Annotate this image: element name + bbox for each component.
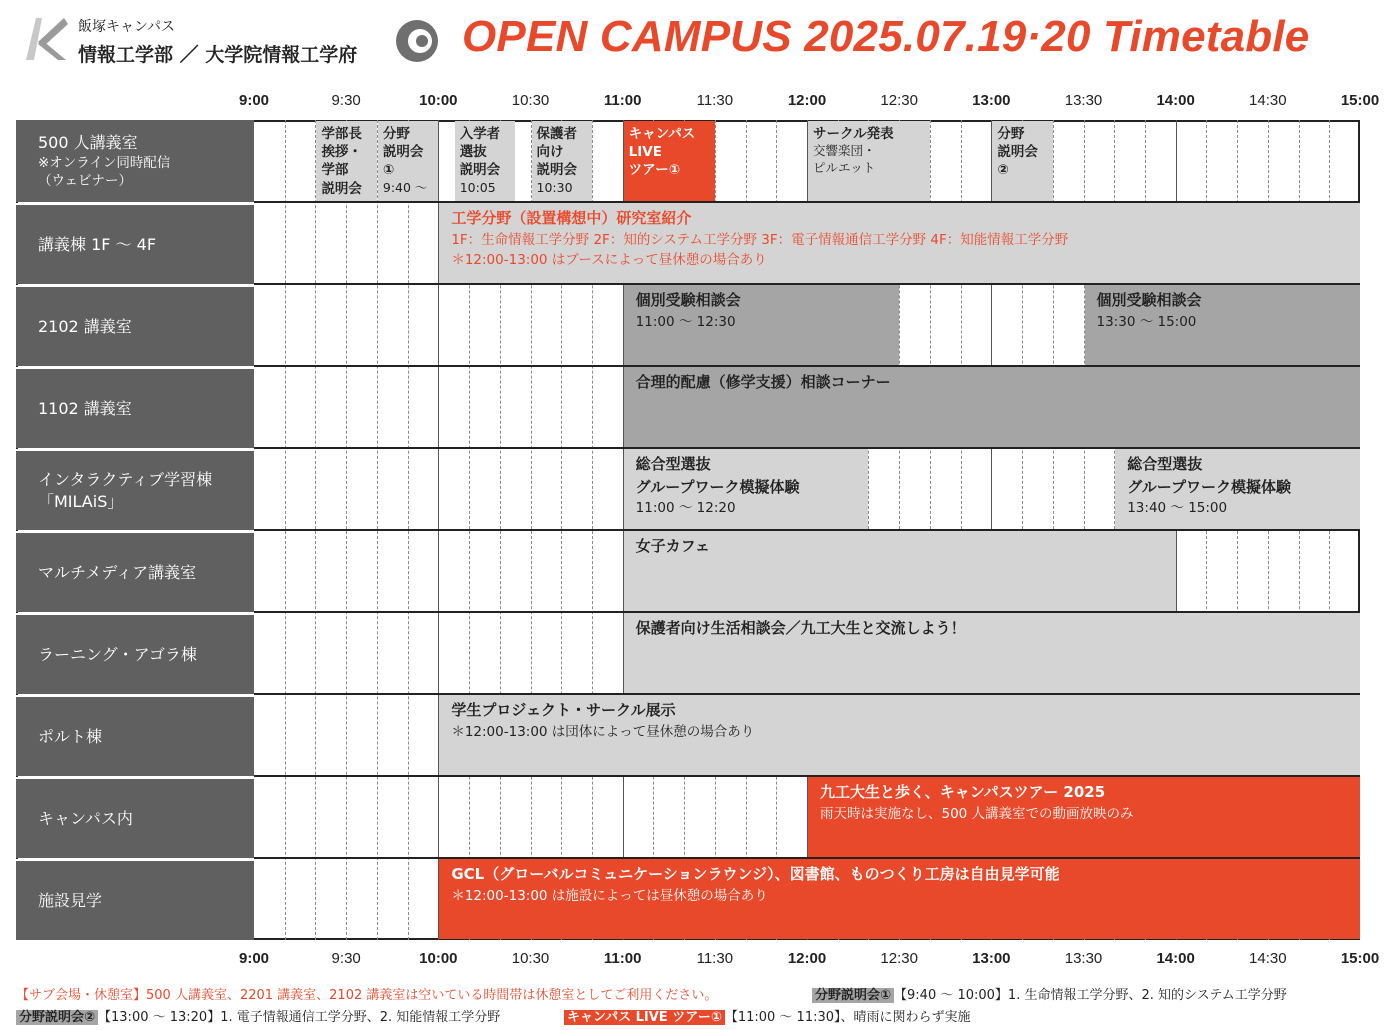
time-tick-label: 11:30 bbox=[696, 92, 734, 109]
event-block bbox=[1085, 285, 1361, 365]
time-tick-label: 14:00 bbox=[1156, 950, 1195, 967]
event-block bbox=[455, 121, 515, 201]
event-block bbox=[624, 449, 869, 529]
page-title: OPEN CAMPUS 2025.07.19·20 Timetable bbox=[462, 12, 1310, 61]
event-title: 総合型選抜 グループワーク模擬体験 bbox=[635, 455, 800, 496]
event-block bbox=[624, 531, 1176, 611]
time-tick-label: 12:30 bbox=[880, 950, 918, 967]
time-tick-label: 11:30 bbox=[696, 950, 734, 967]
venue-name: マルチメディア講義室 bbox=[38, 562, 197, 582]
venue-name: ポルト棟 bbox=[38, 726, 103, 746]
time-tick-label: 12:00 bbox=[787, 950, 827, 967]
event-title: 学部長 挨拶・ 学部 説明会 bbox=[321, 126, 362, 197]
time-tick-label: 13:30 bbox=[1064, 92, 1103, 109]
event-detail: 11:00 〜 12:30 bbox=[635, 313, 736, 330]
event-detail: 13:30 〜 15:00 bbox=[1096, 313, 1197, 330]
event-title: 女子カフェ bbox=[635, 537, 710, 555]
venue-label bbox=[16, 613, 254, 694]
event-title: キャンパス LIVE ツアー① bbox=[628, 126, 696, 179]
venue-note: ※オンライン同時配信 （ウェビナー） bbox=[38, 154, 171, 189]
event-title: サークル発表 bbox=[813, 126, 894, 142]
event-title: 工学分野（設置構想中）研究室紹介 bbox=[451, 209, 692, 227]
venue-label bbox=[16, 285, 254, 366]
event-title: 分野 説明会 ② bbox=[997, 126, 1038, 179]
venue-label bbox=[16, 531, 254, 612]
time-tick-label: 9:00 bbox=[238, 950, 270, 967]
venue-label bbox=[16, 449, 254, 530]
time-tick-label: 14:30 bbox=[1249, 950, 1287, 967]
event-block bbox=[316, 121, 376, 201]
event-title: 総合型選抜 グループワーク模擬体験 bbox=[1127, 455, 1292, 496]
venue-label bbox=[16, 367, 254, 448]
event-title: 分野 説明会 ① bbox=[382, 126, 424, 179]
faculty-name: 情報工学部 ／ 大学院情報工学府 bbox=[78, 44, 358, 66]
field-session-2-detail: 【13:00 〜 13:20】1. 電子情報通信工学分野、2. 知能情報工学分野 bbox=[98, 1010, 501, 1025]
time-tick-label: 9:00 bbox=[238, 92, 270, 109]
event-detail: 13:40 〜 15:00 bbox=[1127, 500, 1228, 516]
event-detail: 10:05 bbox=[459, 179, 496, 195]
venue-name: 1102 講義室 bbox=[38, 398, 132, 418]
venue-label bbox=[16, 695, 254, 776]
event-detail: 雨天時は実施なし、500 人講義室での動画放映のみ bbox=[820, 805, 1134, 822]
venue-name: ラーニング・アゴラ棟 bbox=[38, 644, 197, 664]
event-title: GCL（グローバルコミュニケーションラウンジ）、図書館、ものつくり工房は自由見学可能 bbox=[451, 865, 1060, 883]
event-detail: 交響楽団・ ピルエット bbox=[813, 143, 876, 176]
event-block bbox=[439, 695, 1360, 775]
event-detail: 9:40 〜 bbox=[382, 179, 428, 195]
event-block bbox=[439, 203, 1360, 283]
event-block bbox=[624, 285, 900, 365]
event-title: 入学者 選抜 説明会 bbox=[459, 126, 501, 179]
event-block bbox=[378, 121, 438, 201]
venue-name: インタラクティブ学習棟 「MILAiS」 bbox=[38, 469, 213, 511]
time-tick-label: 11:00 bbox=[603, 92, 642, 109]
venue-label bbox=[16, 203, 254, 284]
event-title: 個別受験相談会 bbox=[1096, 291, 1202, 309]
venue-name: 講義棟 1F 〜 4F bbox=[38, 234, 157, 254]
venue-name: 2102 講義室 bbox=[38, 316, 132, 336]
live-tour-detail: 【11:00 〜 11:30】、晴雨に関わらず実施 bbox=[724, 1010, 971, 1025]
field-session-2-note bbox=[16, 1006, 500, 1025]
time-tick-label: 14:30 bbox=[1249, 92, 1287, 109]
event-block bbox=[992, 121, 1052, 201]
event-block bbox=[1115, 449, 1360, 529]
field-session-1-note bbox=[812, 984, 1287, 1003]
venue-label bbox=[16, 859, 254, 940]
venue-label bbox=[16, 120, 254, 202]
event-block bbox=[624, 613, 1360, 693]
time-tick-label: 10:00 bbox=[419, 950, 458, 967]
event-title: 九工大生と歩く、キャンパスツアー 2025 bbox=[820, 783, 1106, 801]
time-tick-label: 15:00 bbox=[1340, 950, 1380, 967]
event-block bbox=[624, 367, 1360, 447]
event-block bbox=[808, 777, 1360, 857]
time-tick-label: 13:30 bbox=[1064, 950, 1103, 967]
event-title: 個別受験相談会 bbox=[635, 291, 741, 309]
event-detail: 11:00 〜 12:20 bbox=[635, 500, 736, 516]
event-detail: 1F：生命情報工学分野 2F：知的システム工学分野 3F：電子情報通信工学分野 4F：知能情報工学分野 ＊12:00-13:00 はブースによって昼休憩の場合あり bbox=[451, 231, 1069, 268]
field-session-2-tag: 分野説明会② bbox=[16, 1010, 98, 1025]
time-tick-label: 14:00 bbox=[1156, 92, 1195, 109]
time-tick-label: 10:30 bbox=[511, 92, 550, 109]
sub-venue-note: 【サブ会場・休憩室】500 人講義室、2201 講義室、2102 講義室は空いている時間帯は休憩室としてご利用ください。 bbox=[16, 988, 718, 1003]
event-block bbox=[808, 121, 930, 201]
event-block bbox=[532, 121, 592, 201]
open-campus-logo-icon bbox=[394, 18, 440, 64]
field-session-1-detail: 【9:40 〜 10:00】1. 生命情報工学分野、2. 知的システム工学分野 bbox=[894, 988, 1287, 1003]
event-block bbox=[439, 859, 1360, 939]
time-tick-label: 10:00 bbox=[419, 92, 458, 109]
event-detail: ＊12:00-13:00 は施設によっては昼休憩の場合あり bbox=[451, 887, 768, 904]
event-title: 保護者向け生活相談会／九工大生と交流しよう！ bbox=[635, 619, 966, 637]
venue-name: キャンパス内 bbox=[38, 808, 133, 828]
time-tick-label: 15:00 bbox=[1340, 92, 1380, 109]
event-block bbox=[624, 121, 715, 201]
event-title: 学生プロジェクト・サークル展示 bbox=[451, 701, 676, 719]
time-tick-label: 10:30 bbox=[511, 950, 550, 967]
time-tick-label: 11:00 bbox=[603, 950, 642, 967]
event-title: 保護者 向け 説明会 bbox=[536, 126, 577, 179]
time-tick-label: 9:30 bbox=[331, 92, 361, 109]
live-tour-tag: キャンパス LIVE ツアー① bbox=[564, 1010, 725, 1025]
venue-name: 施設見学 bbox=[38, 890, 103, 910]
university-logo-icon bbox=[24, 16, 68, 62]
field-session-1-tag: 分野説明会① bbox=[812, 988, 894, 1003]
venue-label bbox=[16, 777, 254, 858]
event-detail: ＊12:00-13:00 は団体によって昼休憩の場合あり bbox=[451, 723, 755, 740]
campus-name: 飯塚キャンパス bbox=[78, 19, 176, 35]
event-title: 合理的配慮（修学支援）相談コーナー bbox=[635, 373, 891, 391]
time-tick-label: 12:00 bbox=[787, 92, 827, 109]
venue-name: 500 人講義室 bbox=[38, 132, 138, 152]
time-tick-label: 13:00 bbox=[972, 950, 1011, 967]
event-detail: 10:30 bbox=[536, 179, 573, 195]
live-tour-note bbox=[564, 1006, 971, 1025]
time-tick-label: 12:30 bbox=[880, 92, 918, 109]
time-tick-label: 13:00 bbox=[972, 92, 1011, 109]
time-tick-label: 9:30 bbox=[331, 950, 361, 967]
